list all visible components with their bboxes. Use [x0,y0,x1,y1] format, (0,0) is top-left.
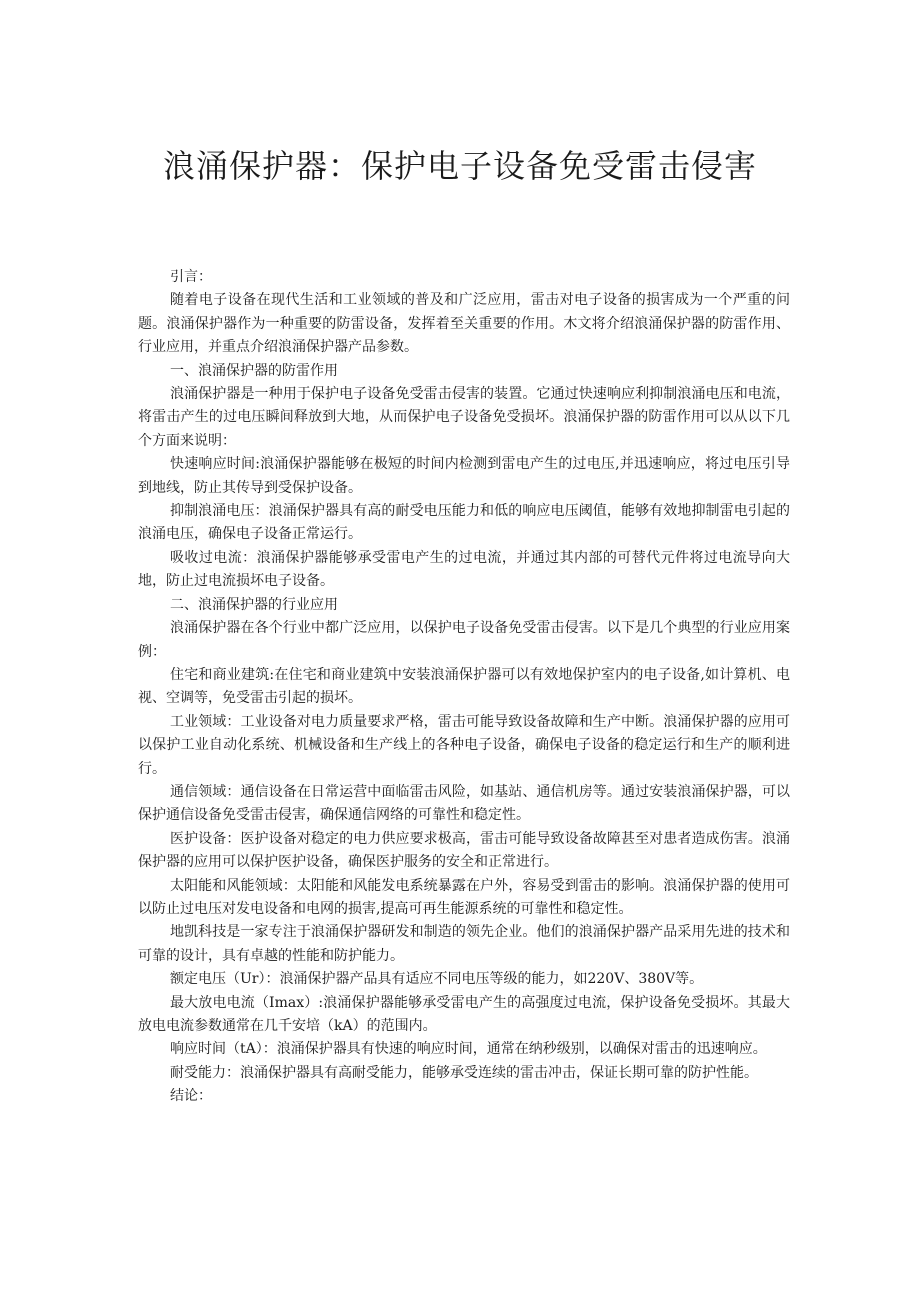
paragraph: 耐受能力：浪涌保护器具有高耐受能力，能够承受连续的雷击冲击，保证长期可靠的防护性能。 [170,1064,758,1081]
paragraph: 最大放电电流（Imax）:浪涌保护器能够承受雷电产生的高强度过电流，保护设备免受损坏。其最大放电电流参数通常在几千安培（kA）的范围内。 [138,994,790,1034]
paragraph: 浪涌保护器是一种用于保护电子设备免受雷击侵害的装置。它通过快速响应利抑制浪涌电压和电流，将雷击产生的过电压瞬间释放到大地，从而保护电子设备免受损坏。浪涌保护器的防雷作用可以从以下几个方面来说明： [138,386,790,449]
document-body [138,266,790,1109]
paragraph: 额定电压（Ur）：浪涌保护器产品具有适应不同电压等级的能力，如220V、380V等。 [170,971,704,988]
paragraph: 工业领域：工业设备对电力质量要求严格，雷击可能导致设备故障和生产中断。浪涌保护器的应用可以保护工业自动化系统、机械设备和生产线上的各种电子设备，确保电子设备的稳定运行和生产的顺利进行。 [138,713,790,777]
section-heading-1: 一、浪涌保护器的防雷作用 [170,362,338,379]
paragraph: 响应时间（tA）：浪涌保护器具有快速的响应时间，通常在纳秒级别，以确保对雷击的迅速响应。 [170,1041,767,1058]
paragraph: 通信领域：通信设备在日常运营中面临雷击风险，如基站、通信机房等。通过安装浪涌保护器，可以保护通信设备免受雷击侵害，确保通信网络的可靠性和稳定性。 [138,783,790,824]
conclusion-label: 结论： [170,1088,212,1105]
section-heading-2: 二、浪涌保护器的行业应用 [170,596,338,613]
paragraph: 医护设备：医护设备对稳定的电力供应要求极高，雷击可能导致设备故障甚至对患者造成伤害。浪涌保护器的应用可以保护医护设备，确保医护服务的安全和正常进行。 [138,830,790,871]
paragraph-intro-label: 引言： [170,269,212,285]
paragraph: 太阳能和风能领域：太阳能和风能发电系统暴露在户外，容易受到雷击的影响。浪涌保护器的使用可以防止过电压对发电设备和电网的损害,提高可再生能源系统的可靠性和稳定性。 [138,877,790,917]
document-title: 浪涌保护器：保护电子设备免受雷击侵害 [162,147,757,185]
paragraph: 地凯科技是一家专注于浪涌保护器研发和制造的领先企业。他们的浪涌保护器产品采用先进的技术和可靠的设计，具有卓越的性能和防护能力。 [138,924,790,964]
paragraph-intro: 随着电子设备在现代生活和工业领域的普及和广泛应用，雷击对电子设备的损害成为一个严重的问题。浪涌保护器作为一种重要的防雷设备，发挥着至关重要的作用。木文将介绍浪涌保护器的防雷作用、行业应用，并重点介绍浪涌保护器产品参数。 [138,292,790,356]
paragraph: 快速响应时间:浪涌保护器能够在极短的时间内检测到雷电产生的过电压,并迅速响应，将过电压引导到地线，防止其传导到受保护设备。 [138,456,790,496]
paragraph: 浪涌保护器在各个行业中都广泛应用，以保护电子设备免受雷击侵害。以下是几个典型的行业应用案例： [138,620,790,660]
paragraph: 住宅和商业建筑:在住宅和商业建筑中安装浪涌保护器可以有效地保护室内的电子设备,如计算机、电视、空调等，免受雷击引起的损坏。 [138,666,790,707]
paragraph: 抑制浪涌电压：浪涌保护器具有高的耐受电压能力和低的响应电压阈值，能够有效地抑制雷电引起的浪涌电压，确保电子设备正常运行。 [138,503,790,543]
paragraph: 吸收过电流：浪涌保护器能够承受雷电产生的过电流，并通过其内部的可替代元件将过电流导向大地，防止过电流损坏电子设备。 [138,549,790,590]
